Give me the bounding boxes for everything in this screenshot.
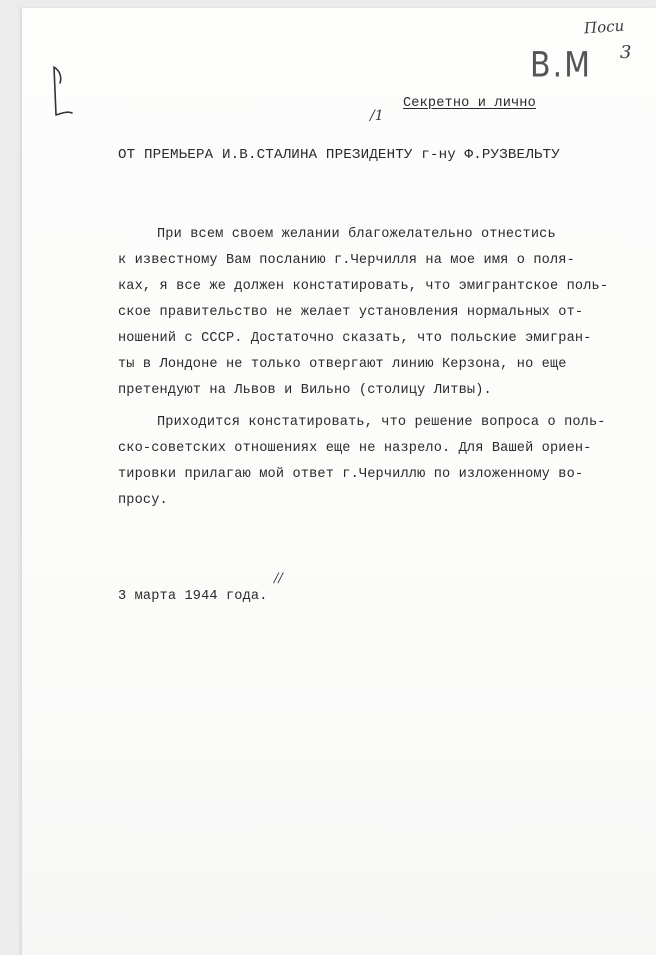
paragraph-1-line: к известному Вам посланию г.Черчилля на мое имя о поля- [118, 253, 575, 268]
paragraph-1-line: ты в Лондоне не только отвергают линию Керзона, но еще [118, 357, 567, 372]
document-date: 3 марта 1944 года. [118, 589, 268, 604]
handwritten-initials: В.М [530, 45, 593, 86]
addressee-line: ОТ ПРЕМЬЕРА И.В.СТАЛИНА ПРЕЗИДЕНТУ г-ну Ф.РУЗВЕЛЬТУ [118, 147, 560, 163]
handwritten-margin-mark: /1 [370, 108, 384, 124]
classification-heading: Секретно и лично [403, 96, 536, 111]
handwritten-top-note: Поси [583, 16, 625, 38]
paragraph-2-line: тировки прилагаю мой ответ г.Черчиллю по изложенному во- [118, 467, 584, 482]
handwritten-page-number: 3 [620, 42, 632, 63]
paragraph-2-line: ско-советских отношениях еще не назрело. Для Вашей ориен- [118, 441, 592, 456]
paragraph-1-line: ское правительство не желает установления нормальных от- [118, 305, 584, 320]
document-sheet [22, 8, 656, 955]
handwritten-date-mark: // [274, 571, 283, 586]
paragraph-1-line: претендуют на Львов и Вильно (столицу Литвы). [118, 383, 492, 398]
paragraph-1-line: ках, я все же должен констатировать, что эмигрантское поль- [118, 279, 609, 294]
paragraph-1-line: ношений с СССР. Достаточно сказать, что польские эмигран- [118, 331, 592, 346]
paragraph-1-line: При всем своем желании благожелательно отнестись [157, 227, 556, 242]
paragraph-2-line: просу. [118, 493, 168, 508]
paragraph-2-line: Приходится констатировать, что решение вопроса о поль- [157, 415, 606, 430]
